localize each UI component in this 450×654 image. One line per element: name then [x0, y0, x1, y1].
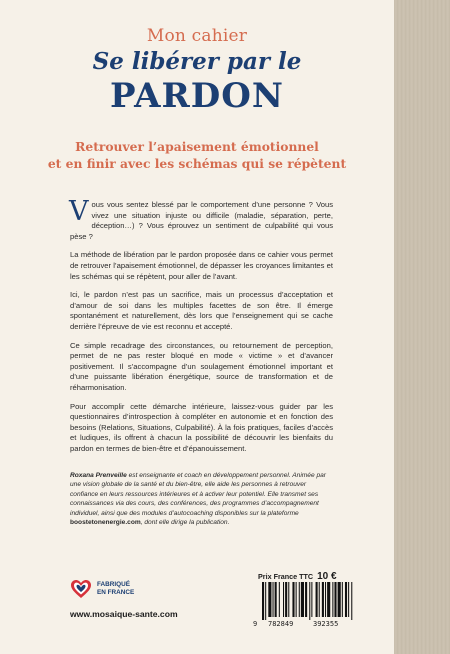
barcode-bar	[262, 582, 264, 620]
barcode-bar	[351, 582, 352, 620]
isbn-group-1: 782849	[268, 620, 294, 628]
subtitle-line-1: Retrouver l’apaisement émotionnel	[75, 139, 319, 154]
barcode-bar	[332, 582, 333, 617]
barcode-bar	[299, 582, 300, 617]
paragraph-1-text: ous vous sentez blessé par le comportement d’une personne ? Vous vivez une situation injuste ou difficile (maladie, séparation, perte, déception…) ? Vous éprouvez un sentiment de culpabilité qui vous pèse ?	[70, 200, 333, 241]
barcode-bar	[279, 582, 280, 617]
barcode-bar	[285, 582, 287, 617]
barcode-bar	[275, 582, 277, 617]
subtitle-line-2: et en finir avec les schémas qui se répètent	[47, 156, 347, 171]
fabrique-en-france-badge	[70, 578, 180, 600]
book-spine-edge	[394, 0, 450, 654]
paragraph-4: Ce simple recadrage des circonstances, ou retournement de perception, permet de ne pas rester bloqué en mode « victime » et d’avancer positivement. Il s’accompagne d’un soulagement émotionnel important et d’une puissante libération énergétique, source de transformation et de réharmonisation.	[70, 340, 333, 392]
isbn-group-2: 392355	[313, 620, 339, 628]
publisher-website[interactable]: www.mosaique-sante.com	[70, 609, 178, 619]
barcode-bar	[296, 582, 297, 617]
barcode-bar	[327, 582, 330, 617]
drop-cap: V	[69, 196, 89, 227]
barcode-bar	[309, 582, 310, 620]
barcode-bar	[288, 582, 289, 617]
barcode-bar	[322, 582, 324, 617]
barcode-bar	[268, 582, 271, 617]
paragraph-2: La méthode de libération par le pardon proposée dans ce cahier vous permet de retrouver l’apaisement émotionnel, de dépasser les croyances limitantes et les schémas qui se répètent, pour aller de l’avant.	[70, 250, 333, 281]
fabrique-line-2: EN FRANCE	[97, 589, 135, 596]
bio-text-2: , dont elle dirige la publication.	[140, 519, 230, 527]
paragraph-5: Pour accomplir cette démarche intérieure, laissez-vous guider par les questionnaires d’introspection à compléter en autonomie et en fonction des besoins (Relations, Situations, Culpabilité). À la fois pratiques, faciles d’accès et ludiques, ils offrent à chacun la possibilité de découvrir les bienfaits du pardon en termes de bien-être et d’épanouissement.	[70, 401, 333, 453]
price-value: 10 €	[317, 571, 337, 582]
barcode	[254, 582, 358, 620]
barcode-bar	[342, 582, 343, 617]
paragraph-3: Ici, le pardon n’est pas un sacrifice, mais un processus d’acceptation et d’amour de soi dans les multiples facettes de son être. Il émerge spontanément et naturellement, dès lors que l’enseignement qui se cache derrière l’épreuve de vie est reconnu et accepté.	[70, 290, 333, 331]
bio-site: boostetonenergie.com	[70, 519, 141, 527]
author-name: Roxana Prenveille	[70, 472, 127, 479]
title-main: PARDON	[110, 76, 284, 116]
bio-text-1: est enseignante et coach en développement personnel. Animée par une vision globale de la santé et du bien-être, elle aide les personnes à retrouver confiance en leurs ressources intérieures et à activer leur potentiel. Elle transmet ses connaissances via des cours, des conférences, des programmes d’accompagnement individuel, ainsi que des modules d’autocoaching disponibles sur la plateforme	[70, 472, 326, 517]
barcode-bar	[273, 582, 274, 617]
isbn-first-digit: 9	[253, 620, 258, 628]
barcode-bar	[345, 582, 347, 617]
barcode-bar	[301, 582, 304, 617]
author-bio	[70, 471, 333, 527]
price-label: Prix France TTC	[258, 572, 314, 581]
paragraph-1	[69, 196, 333, 242]
price-block	[258, 571, 337, 582]
subtitle	[0, 138, 394, 172]
barcode-bar	[316, 582, 318, 617]
title-small: Mon cahier	[146, 26, 248, 46]
heart-france-icon	[70, 578, 92, 600]
barcode-bar	[338, 582, 341, 617]
fabrique-line-1: FABRIQUÉ	[97, 581, 131, 588]
barcode-bar	[348, 582, 349, 617]
barcode-bar	[292, 582, 294, 617]
barcode-bar	[305, 582, 307, 617]
barcode-bar	[265, 582, 266, 620]
fabrique-text	[97, 581, 134, 597]
barcode-graphic	[254, 582, 358, 620]
barcode-bar	[325, 582, 326, 617]
barcode-bar	[311, 582, 312, 617]
barcode-bar	[319, 582, 320, 617]
barcode-bar	[334, 582, 336, 617]
body-text	[69, 196, 333, 462]
title-script: Se libérer par le	[92, 48, 302, 75]
barcode-bar	[283, 582, 284, 617]
